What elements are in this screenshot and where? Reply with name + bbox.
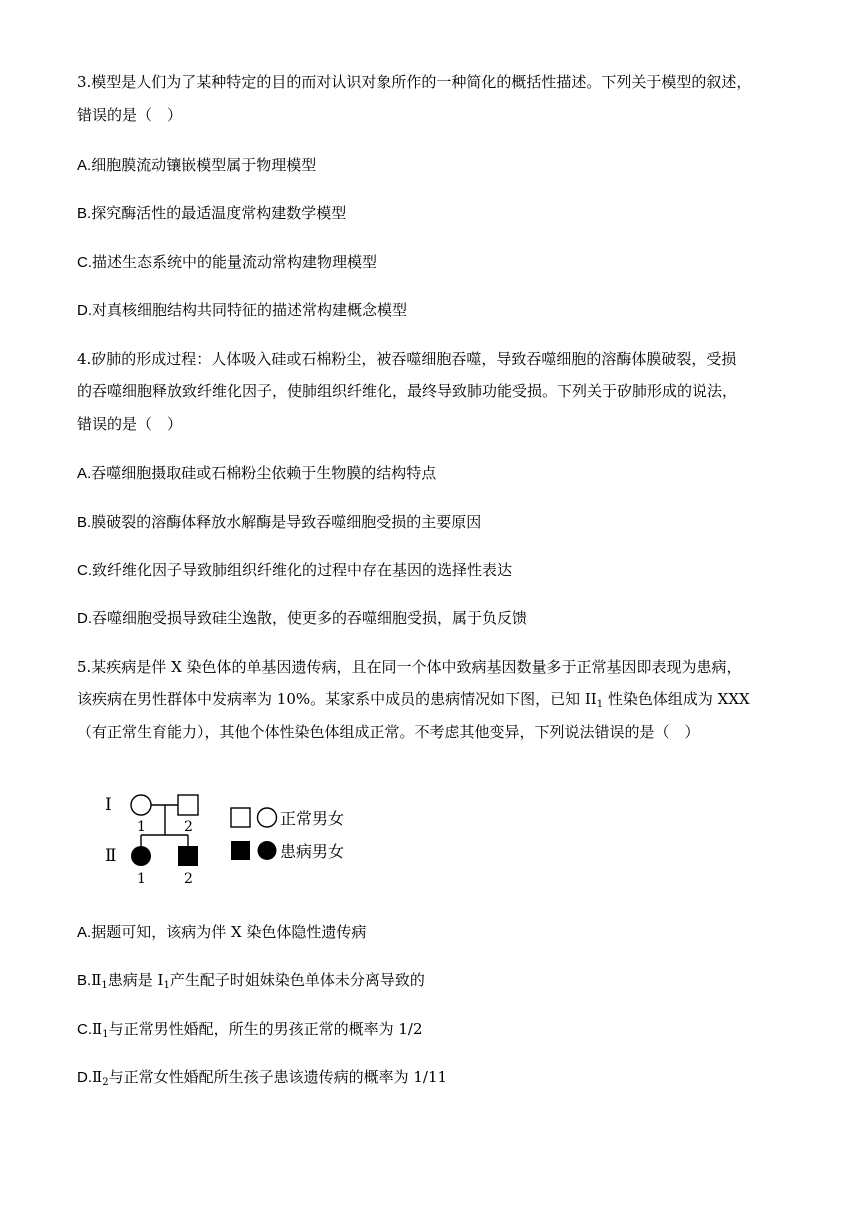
option-text: Ⅱ (92, 1020, 103, 1038)
i1-normal-female-circle (131, 795, 151, 815)
option-text: Ⅱ (92, 1068, 103, 1086)
ii1-affected-female-circle (131, 846, 151, 866)
option-label: C. (77, 1021, 92, 1038)
option-label: A. (77, 924, 92, 941)
subscript: 1 (102, 1029, 109, 1040)
option-label: D. (77, 610, 92, 627)
subscript: 1 (163, 980, 170, 991)
legend-normal-text: 正常男女 (280, 809, 345, 828)
option-label: A. (77, 157, 92, 174)
q4-option-c (77, 560, 512, 581)
q3-option-d (77, 300, 407, 321)
i2-normal-male-square (178, 795, 198, 815)
i1-number: 1 (137, 819, 146, 835)
legend-affected-male-square (231, 841, 250, 860)
option-label: D. (77, 302, 92, 319)
i2-number: 2 (184, 819, 193, 835)
legend-affected-text: 患病男女 (280, 842, 345, 861)
q4-stem-line-3: 错误的是（ ） (77, 415, 183, 433)
option-text: 吞噬细胞受损导致硅尘逸散，使更多的吞噬细胞受损，属于负反馈 (92, 609, 528, 627)
option-label: B. (77, 205, 92, 222)
q4-option-a (77, 463, 436, 484)
option-text: 描述生态系统中的能量流动常构建物理模型 (92, 253, 378, 271)
option-text: 与正常女性婚配所生孩子患该遗传病的概率为 1/11 (108, 1068, 448, 1086)
option-label: A. (77, 465, 92, 482)
generation-1-label: Ⅰ (105, 795, 112, 815)
q3-option-c (77, 252, 377, 273)
ii2-affected-male-square (178, 846, 198, 866)
generation-2-label: Ⅱ (105, 846, 117, 866)
ii1-number: 1 (137, 871, 146, 887)
q5-stem-line-2 (77, 689, 750, 709)
q5-option-d (77, 1067, 447, 1088)
q5-stem-line-3: （有正常生育能力），其他个体性染色体组成正常。不考虑其他变异，下列说法错误的是（ ） (77, 723, 700, 741)
option-text: 与正常男性婚配，所生的男孩正常的概率为 1/2 (108, 1020, 423, 1038)
legend-normal-male-square (231, 808, 250, 827)
option-text: 患病是 I (107, 971, 164, 989)
q4-stem-line-2: 的吞噬细胞释放致纤维化因子，使肺组织纤维化，最终导致肺功能受损。下列关于矽肺形成的说法， (77, 382, 738, 400)
q4-option-d (77, 608, 527, 629)
q3-stem-line-1: 3.模型是人们为了某种特定的目的而对认识对象所作的一种简化的概括性描述。下列关于模型的叙述， (77, 73, 752, 91)
option-label: D. (77, 1069, 92, 1086)
q5-option-c (77, 1019, 423, 1040)
q3-stem-line-2: 错误的是（ ） (77, 106, 183, 124)
pedigree-chart (100, 785, 370, 895)
q5-option-a (77, 922, 366, 943)
q5-stem-text: 性染色体组成为 XXX (603, 690, 750, 708)
option-label: C. (77, 254, 92, 271)
option-text: 据题可知，该病为伴 X 染色体隐性遗传病 (91, 923, 367, 941)
legend-affected-female-circle (258, 841, 277, 860)
option-text: 产生配子时姐妹染色单体未分离导致的 (169, 971, 425, 989)
option-text: 吞噬细胞摄取硅或石棉粉尘依赖于生物膜的结构特点 (91, 464, 437, 482)
q5-stem-line-1: 5.某疾病是伴 X 染色体的单基因遗传病，且在同一个体中致病基因数量多于正常基因即表现为患病， (77, 658, 742, 676)
q3-option-a (77, 155, 316, 176)
q4-stem-line-1: 4.矽肺的形成过程：人体吸入硅或石棉粉尘，被吞噬细胞吞噬，导致吞噬细胞的溶酶体膜破裂，受损 (77, 350, 737, 368)
subscript: 2 (102, 1077, 109, 1088)
option-label: B. (77, 514, 92, 531)
option-label: C. (77, 562, 92, 579)
legend-normal-female-circle (258, 808, 277, 827)
option-text: 细胞膜流动镶嵌模型属于物理模型 (91, 156, 317, 174)
ii2-number: 2 (184, 871, 193, 887)
option-text: 探究酶活性的最适温度常构建数学模型 (91, 204, 347, 222)
subscript: 1 (596, 699, 604, 710)
option-label: B. (77, 972, 92, 989)
q3-option-b (77, 203, 346, 224)
q4-option-b (77, 512, 481, 533)
option-text: 对真核细胞结构共同特征的描述常构建概念模型 (92, 301, 408, 319)
subscript: 1 (101, 980, 108, 991)
q5-option-b (77, 970, 425, 991)
option-text: Ⅱ (91, 971, 102, 989)
q5-stem-text: 该疾病在男性群体中发病率为 10%。某家系中成员的患病情况如下图，已知 II (77, 690, 597, 708)
option-text: 膜破裂的溶酶体释放水解酶是导致吞噬细胞受损的主要原因 (91, 513, 482, 531)
option-text: 致纤维化因子导致肺组织纤维化的过程中存在基因的选择性表达 (92, 561, 513, 579)
